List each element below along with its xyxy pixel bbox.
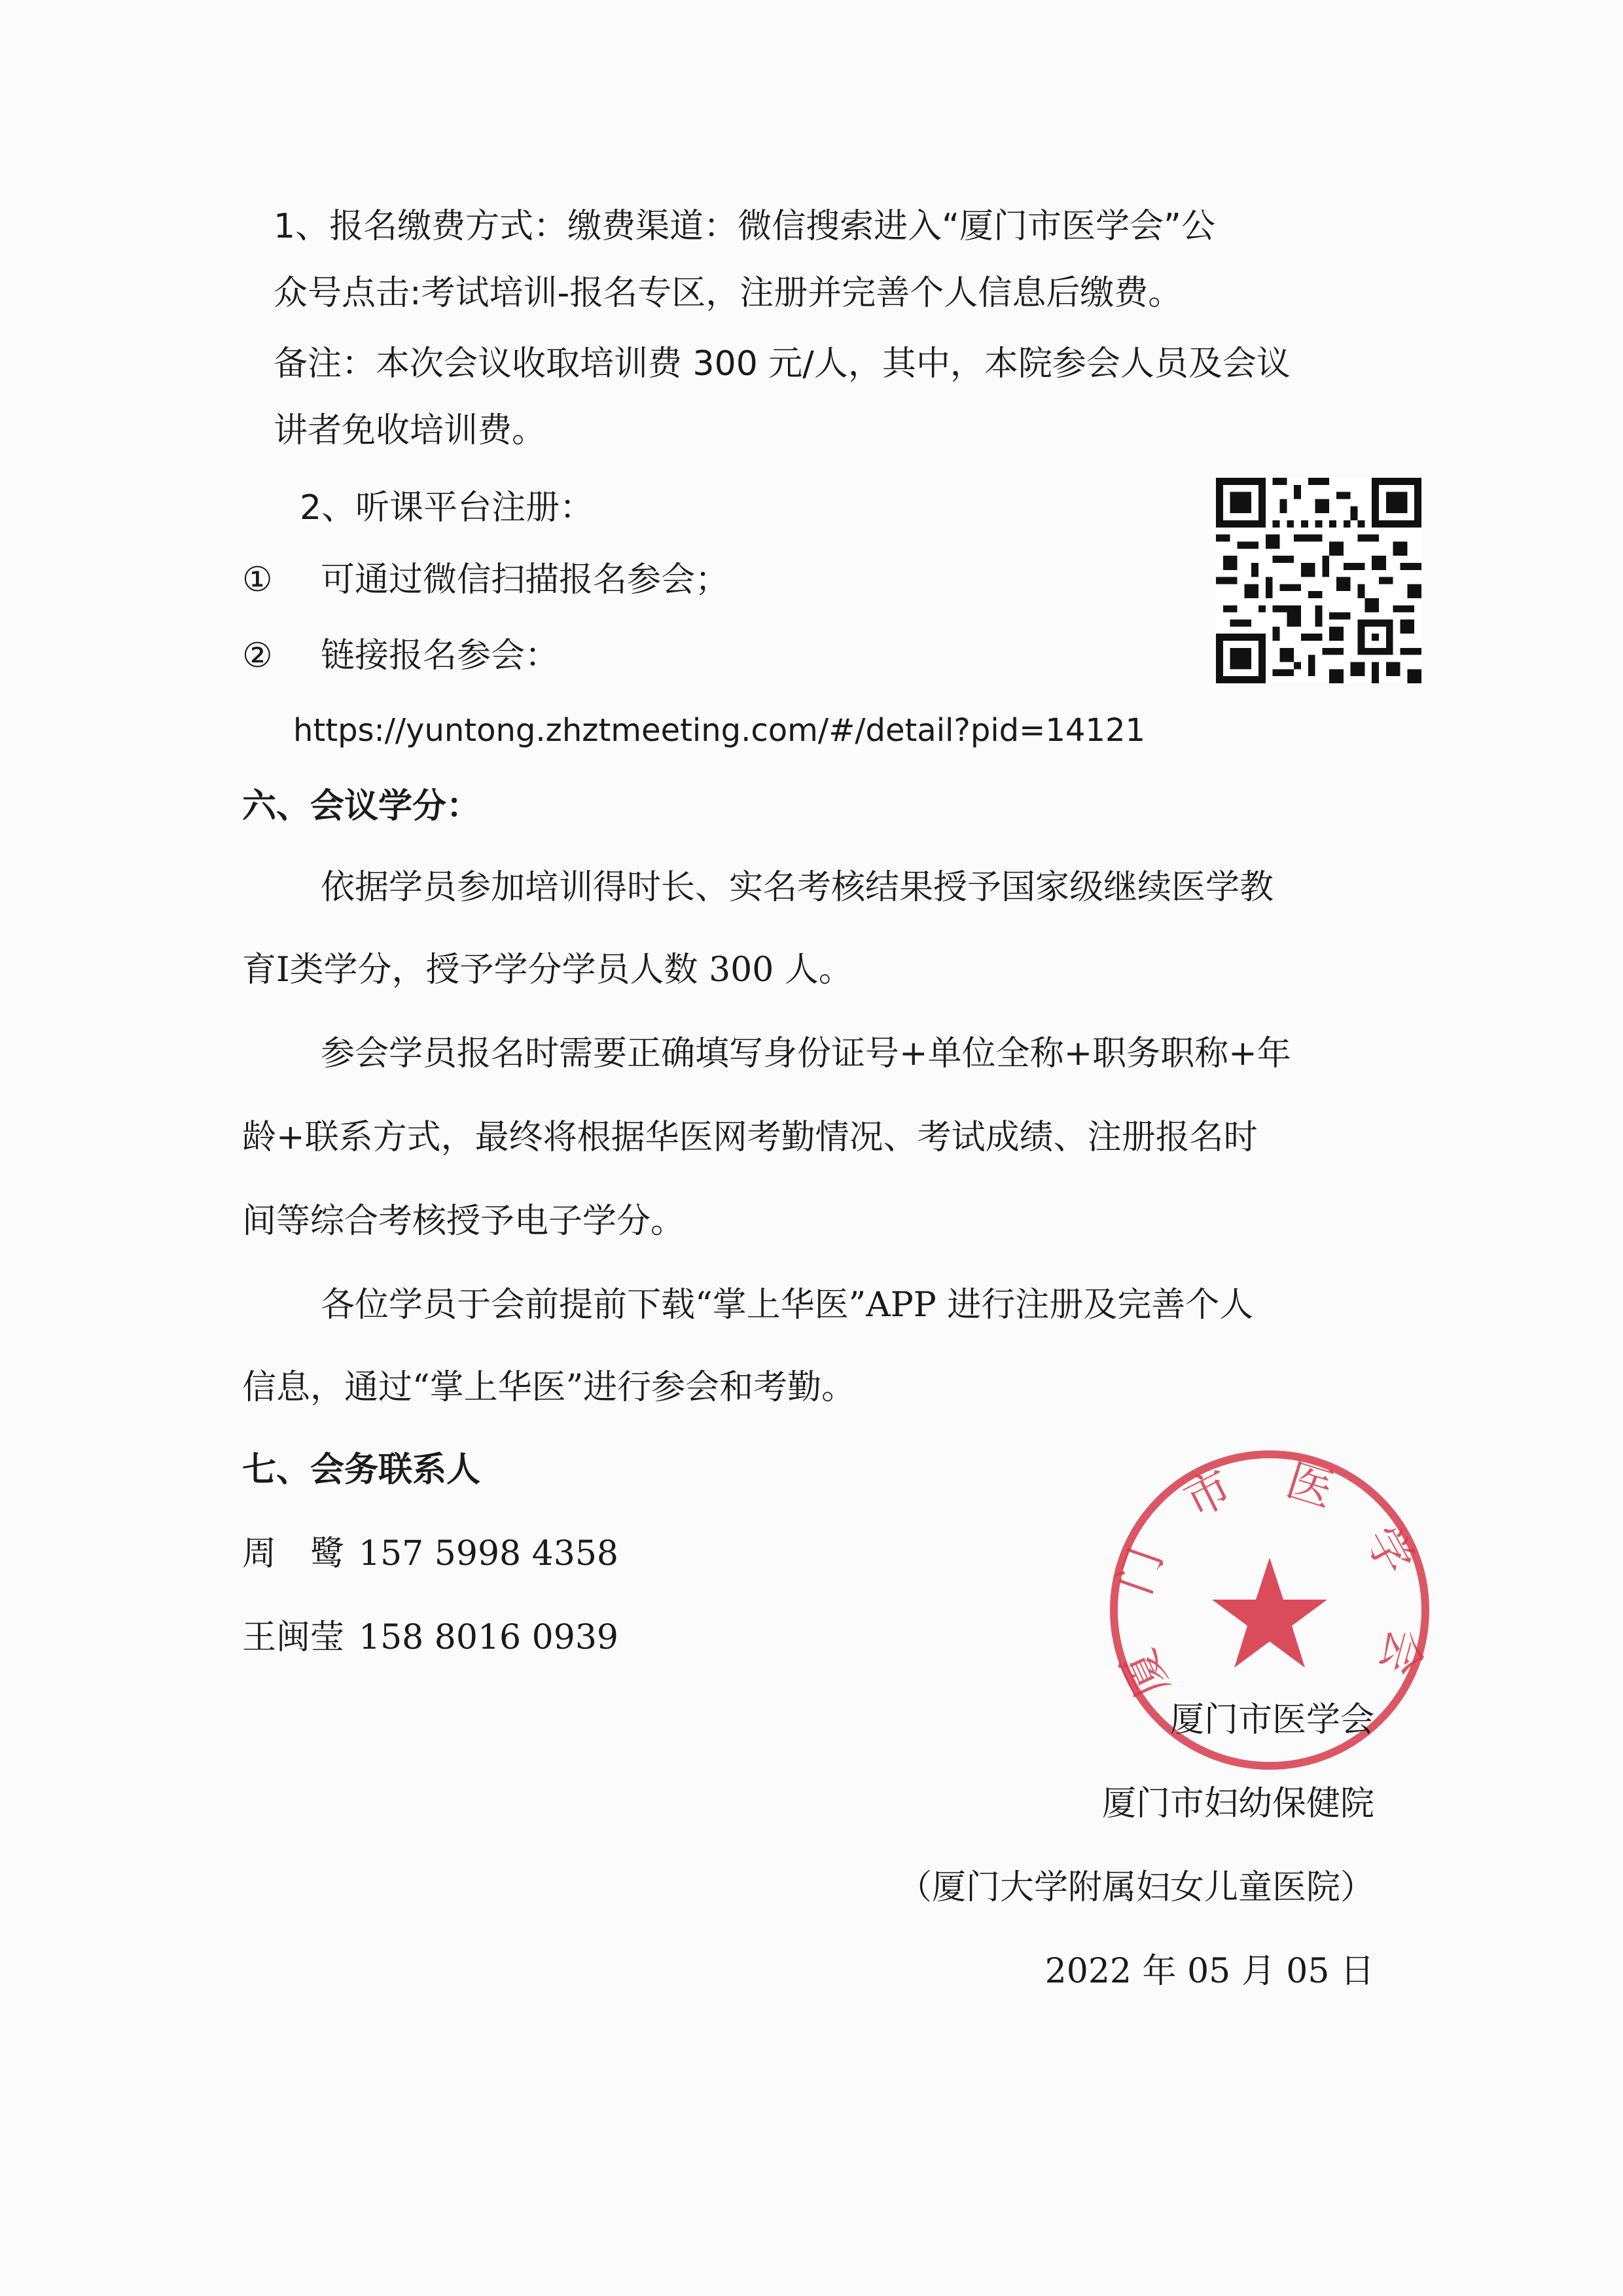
payment-note-line2: 讲者免收培训费。 — [274, 411, 546, 450]
signature-org3: （厦门大学附属妇女儿童医院） — [897, 1868, 1374, 1907]
payment-item1-line2: 众号点击:考试培训-报名专区，注册并完善个人信息后缴费。 — [274, 274, 1183, 313]
signature-date: 2022 年 05 月 05 日 — [1044, 1952, 1374, 1991]
svg-text:厦 门 市 医 学 会: 厦 门 市 医 学 会 — [1105, 1452, 1434, 1706]
credit-para1-line2: 育Ⅰ类学分，授予学分学员人数 300 人。 — [242, 950, 853, 990]
option1-marker: ① — [242, 560, 273, 600]
option2-text: 链接报名参会： — [321, 636, 560, 675]
credit-para3-line1: 各位学员于会前提前下载“掌上华医”APP 进行注册及完善个人 — [321, 1285, 1254, 1325]
payment-note-line1: 备注：本次会议收取培训费 300 元/人，其中，本院参会人员及会议 — [274, 344, 1291, 384]
contact-name: 周 鹭 — [242, 1534, 345, 1573]
seal-star-icon — [1212, 1558, 1327, 1668]
credit-para2-line3: 间等综合考核授予电子学分。 — [242, 1202, 685, 1241]
option1-text: 可通过微信扫描报名参会； — [321, 560, 730, 600]
option2-marker: ② — [242, 636, 273, 675]
contact-name: 王闽莹 — [242, 1618, 345, 1657]
registration-link[interactable]: https://yuntong.zhztmeeting.com/#/detail?pid=14121 — [293, 712, 1146, 749]
qr-code-icon — [1216, 478, 1421, 683]
signature-org1: 厦门市医学会 — [1169, 1700, 1374, 1740]
contact-phone: 158 8016 0939 — [359, 1618, 618, 1657]
payment-item1-line1: 1、报名缴费方式：缴费渠道：微信搜索进入“厦门市医学会”公 — [274, 207, 1215, 246]
credit-para1-line1: 依据学员参加培训得时长、实名考核结果授予国家级继续医学教 — [321, 868, 1274, 907]
credit-para3-line2: 信息，通过“掌上华医”进行参会和考勤。 — [242, 1368, 856, 1407]
contact-heading: 七、会务联系人 — [242, 1450, 481, 1490]
credit-para2-line2: 龄+联系方式，最终将根据华医网考勤情况、考试成绩、注册报名时 — [242, 1118, 1258, 1157]
contact-phone: 157 5998 4358 — [359, 1534, 618, 1573]
signature-org2: 厦门市妇幼保健院 — [1101, 1784, 1374, 1823]
credit-heading: 六、会议学分： — [242, 786, 481, 826]
credit-para2-line1: 参会学员报名时需要正确填写身份证号+单位全称+职务职称+年 — [321, 1034, 1291, 1073]
registration-title: 2、听课平台注册： — [300, 488, 594, 528]
